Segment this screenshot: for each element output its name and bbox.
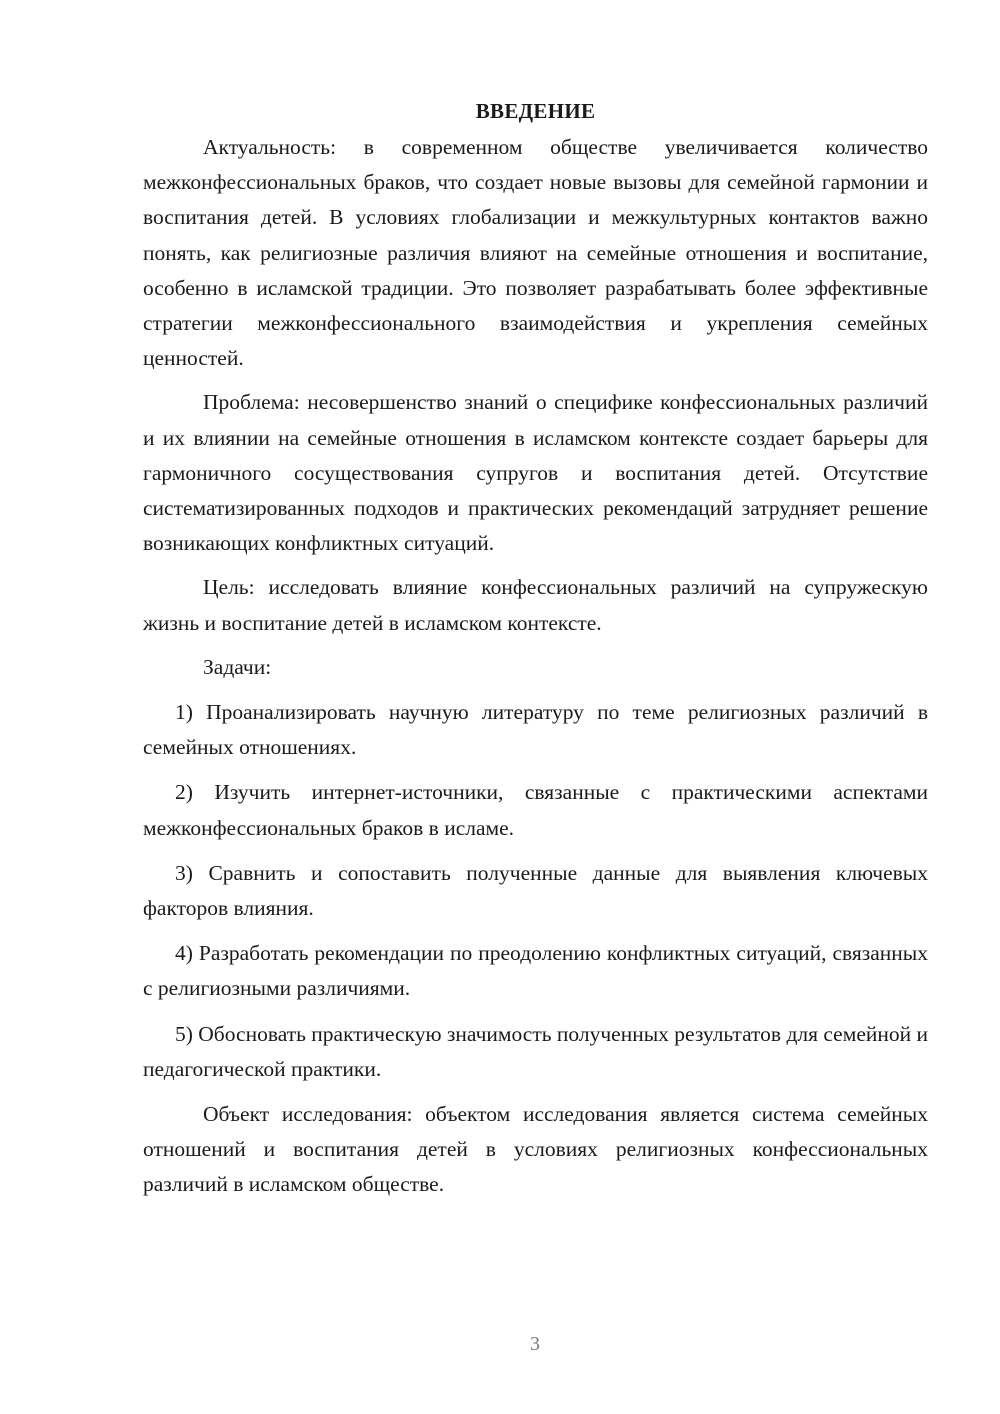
problem-paragraph: Проблема: несовершенство знаний о специфике конфессиональных различий и их влиянии на семейные отношения в исламском контексте создает барьеры для гармоничного сосуществования супругов и воспитания детей. Отсутствие систематизированных подходов и практических рекомендаций затрудняет решение возникающих конфликтных ситуаций. xyxy=(143,390,928,556)
page-title: ВВЕДЕНИЕ xyxy=(475,99,596,123)
object-paragraph: Объект исследования: объектом исследования является система семейных отношений и воспитания детей в условиях религиозных конфессиональных различий в исламском обществе. xyxy=(143,1102,928,1197)
tasks-label: Задачи: xyxy=(203,654,272,679)
task-item-2: 2) Изучить интернет-источники, связанные с практическими аспектами межконфессиональных браков в исламе. xyxy=(143,780,928,840)
task-item-5: 5) Обосновать практическую значимость полученных результатов для семейной и педагогической практики. xyxy=(143,1021,929,1081)
task-item-4: 4) Разработать рекомендации по преодолению конфликтных ситуаций, связанных с религиозными различиями. xyxy=(143,941,928,1001)
goal-paragraph: Цель: исследовать влияние конфессиональных различий на супружескую жизнь и воспитание детей в исламском контексте. xyxy=(143,575,928,635)
task-item-3: 3) Сравнить и сопоставить полученные данные для выявления ключевых факторов влияния. xyxy=(143,860,928,921)
page-number: 3 xyxy=(530,1333,540,1355)
document-page xyxy=(143,96,928,1203)
relevance-paragraph: Актуальность: в современном обществе увеличивается количество межконфессиональных браков, что создает новые вызовы для семейной гармонии и воспитания детей. В условиях глобализации и межкультурных контактов важно понять, как религиозные различия влияют на семейные отношения и воспитание, особенно в исламской традиции. Это позволяет разрабатывать более эффективные стратегии межконфессионального взаимодействия и укрепления семейных ценностей. xyxy=(143,135,928,371)
task-item-1: 1) Проанализировать научную литературу по теме религиозных различий в семейных отношениях. xyxy=(143,700,928,760)
